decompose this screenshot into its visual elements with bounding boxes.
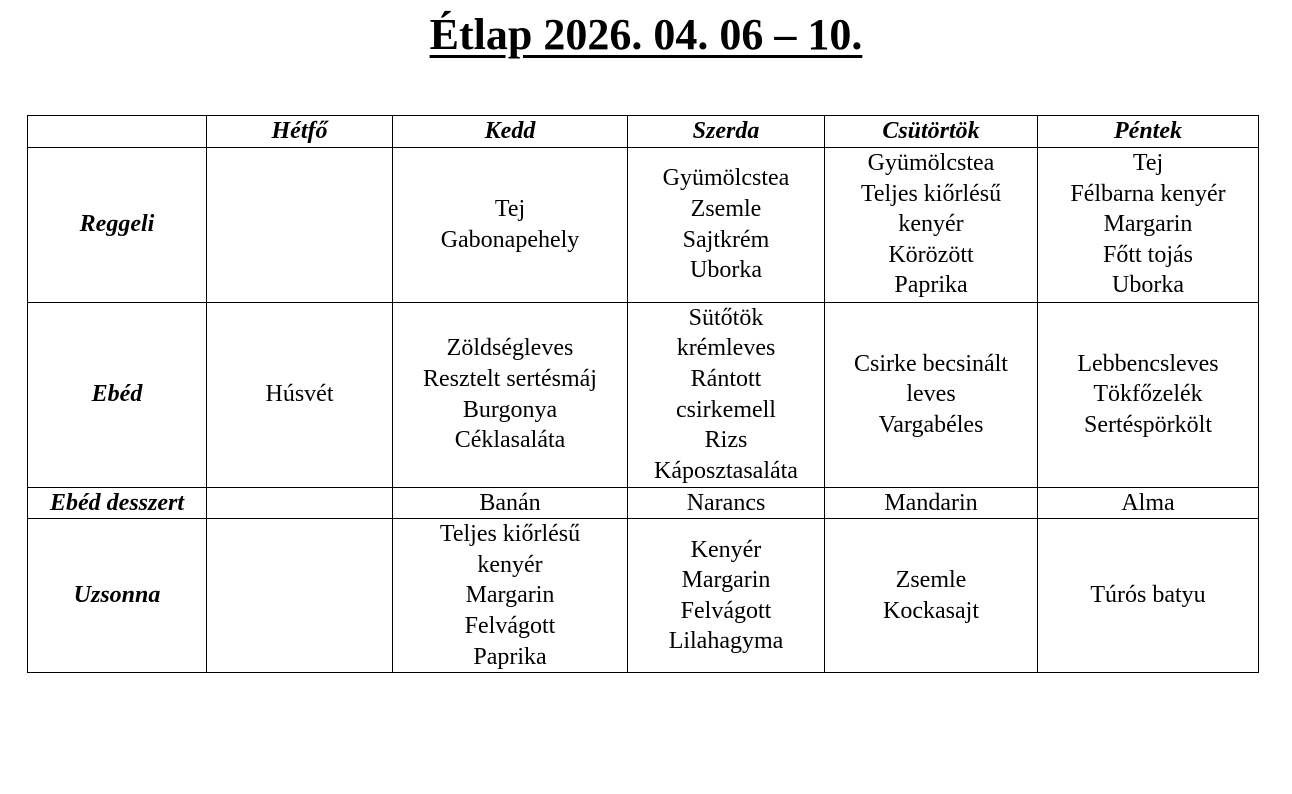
menu-item: Felvágott: [464, 612, 556, 639]
menu-item: Sütőtök: [688, 304, 764, 331]
menu-item: Margarin: [1103, 211, 1193, 238]
menu-item: Paprika: [473, 643, 547, 670]
menu-item: Zöldségleves: [446, 335, 574, 362]
menu-item: leves: [906, 381, 956, 408]
menu-item: Sertéspörkölt: [1084, 411, 1212, 438]
menu-item: kenyér: [898, 211, 964, 238]
menu-item: Uborka: [690, 257, 762, 284]
menu-cell: [207, 519, 393, 673]
menu-cell: [825, 519, 1038, 673]
menu-item: Rizs: [704, 427, 748, 454]
meal-row-uzsonna: [28, 519, 1259, 673]
menu-cell: [207, 487, 393, 519]
holiday-label: Húsvét: [265, 381, 334, 408]
menu-cell: [628, 487, 825, 519]
menu-cell: [207, 147, 393, 302]
day-header-csutortok: Csütörtök: [825, 116, 1038, 148]
header-row: [28, 116, 1259, 148]
day-header-kedd: Kedd: [393, 116, 628, 148]
menu-item: Csirke becsinált: [854, 350, 1008, 377]
menu-item: Uborka: [1112, 272, 1184, 299]
menu-item: Félbarna kenyér: [1070, 180, 1226, 207]
row-label-ebed: Ebéd: [28, 302, 207, 487]
menu-cell: [393, 147, 628, 302]
page-title: Étlap 2026. 04. 06 – 10.: [429, 10, 863, 59]
menu-cell: [393, 519, 628, 673]
menu-cell: [1038, 487, 1259, 519]
menu-cell: [1038, 147, 1259, 302]
day-header-pentek: Péntek: [1038, 116, 1259, 148]
menu-cell: [1038, 302, 1259, 487]
menu-item: Lebbencsleves: [1077, 350, 1219, 377]
menu-item: Túrós batyu: [1090, 582, 1206, 609]
menu-item: Vargabéles: [878, 411, 984, 438]
menu-cell: [393, 487, 628, 519]
day-header-szerda: Szerda: [628, 116, 825, 148]
menu-item: Resztelt sertésmáj: [423, 366, 597, 392]
menu-item: Kenyér: [690, 536, 762, 563]
menu-item: Paprika: [894, 272, 968, 299]
menu-item: Tej: [1132, 150, 1164, 177]
menu-item: Narancs: [686, 489, 766, 516]
menu-item: csirkemell: [676, 396, 776, 423]
menu-cell: [825, 302, 1038, 487]
menu-item: Margarin: [465, 582, 555, 609]
menu-cell: [825, 147, 1038, 302]
menu-item: Káposztasaláta: [654, 457, 798, 484]
row-label-reggeli: Reggeli: [28, 147, 207, 302]
meal-row-ebed: [28, 302, 1259, 487]
menu-item: Gyümölcstea: [867, 150, 995, 177]
corner-cell: [28, 116, 207, 148]
menu-item: Gyümölcstea: [662, 165, 790, 192]
menu-item: Sajtkrém: [682, 226, 770, 253]
menu-item: Kockasajt: [883, 597, 979, 624]
menu-item: Alma: [1121, 489, 1175, 516]
menu-item: Burgonya: [462, 396, 558, 423]
menu-item: Teljes kiőrlésű: [860, 180, 1002, 207]
menu-item: Rántott: [690, 366, 762, 392]
menu-cell: [628, 302, 825, 487]
menu-item: Teljes kiőrlésű: [439, 521, 581, 548]
menu-item: Gabonapehely: [440, 226, 580, 253]
menu-item: Tökfőzelék: [1093, 381, 1203, 408]
menu-cell: [207, 302, 393, 487]
menu-item: Főtt tojás: [1102, 241, 1193, 268]
menu-item: Mandarin: [884, 489, 978, 516]
menu-cell: [628, 519, 825, 673]
menu-cell: [628, 147, 825, 302]
menu-item: krémleves: [676, 335, 776, 362]
menu-item: Céklasaláta: [454, 427, 566, 454]
row-label-ebed-desszert: Ebéd desszert: [28, 487, 207, 519]
menu-item: Zsemle: [895, 567, 967, 594]
menu-cell: [825, 487, 1038, 519]
menu-item: Zsemle: [690, 196, 762, 222]
menu-cell: [1038, 519, 1259, 673]
row-label-uzsonna: Uzsonna: [28, 519, 207, 673]
menu-item: Tej: [494, 196, 526, 222]
menu-table: [27, 115, 1259, 673]
menu-item: Banán: [479, 489, 541, 516]
menu-item: Felvágott: [680, 597, 772, 624]
day-header-hetfo: Hétfő: [207, 116, 393, 148]
meal-row-ebed-desszert: [28, 487, 1259, 519]
menu-item: Lilahagyma: [668, 628, 784, 655]
menu-item: Margarin: [681, 567, 771, 594]
menu-cell: [393, 302, 628, 487]
menu-item: kenyér: [477, 551, 543, 578]
meal-row-reggeli: [28, 147, 1259, 302]
menu-item: Körözött: [888, 241, 974, 268]
